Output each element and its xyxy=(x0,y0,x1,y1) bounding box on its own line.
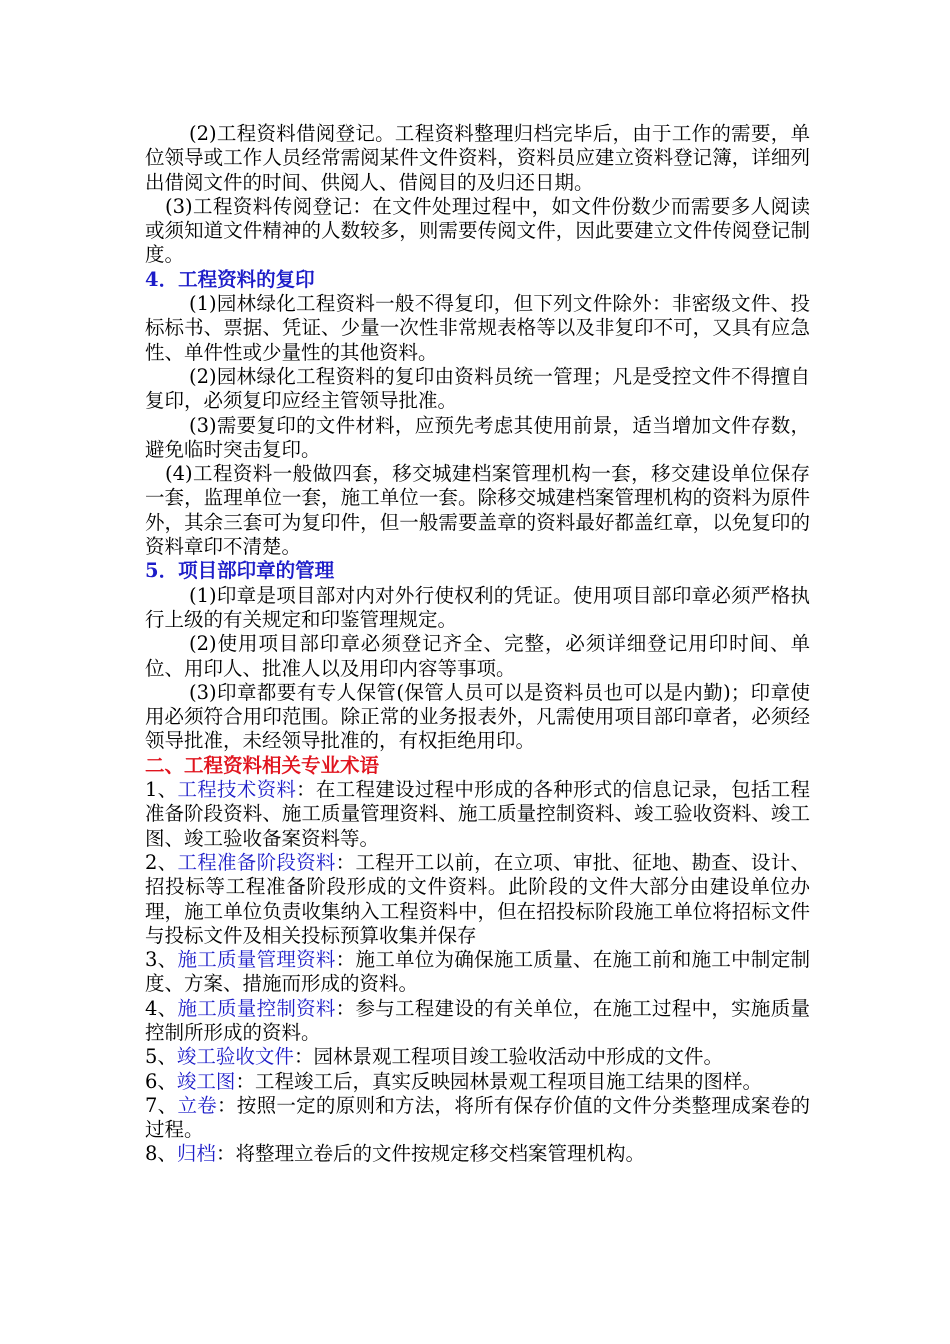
term-name: 立卷 xyxy=(177,1093,218,1117)
section-heading: 4．工程资料的复印 xyxy=(145,267,315,291)
paragraph: (2)工程资料借阅登记。工程资料整理归档完毕后，由于工作的需要，单位领导或工作人员经常需阅某件文件资料，资料员应建立资料登记簿，详细列出借阅文件的时间、供阅人、借阅目的及归还日期。 xyxy=(145,122,810,194)
term-number: 6、 xyxy=(145,1069,177,1093)
paragraph: (1)园林绿化工程资料一般不得复印，但下列文件除外：非密级文件、投标标书、票据、凭证、少量一次性非常规表格等以及非复印不可，又具有应急性、单件性或少量性的其他资料。 xyxy=(145,292,810,364)
paragraph: (3)印章都要有专人保管(保管人员可以是资料员也可以是内勤)；印章使用必须符合用印范围。除正常的业务报表外，凡需使用项目部印章者，必须经领导批准，未经领导批准的，有权拒绝用印。 xyxy=(145,680,810,753)
term-definition xyxy=(145,1094,810,1143)
term-definition xyxy=(145,997,810,1046)
term-name: 竣工验收文件 xyxy=(176,1045,294,1069)
document-body xyxy=(145,122,810,1167)
term-text: ：参与工程建设的有关单位，在施工过程中，实施质量控制所形成的资料。 xyxy=(145,996,810,1044)
term-definition xyxy=(145,1045,810,1069)
term-name: 施工质量管理资料 xyxy=(177,948,336,972)
term-number: 3、 xyxy=(145,948,178,972)
term-text: ：工程竣工后，真实反映园林景观工程项目施工结果的图样。 xyxy=(235,1069,762,1093)
term-name: 竣工图 xyxy=(176,1069,236,1093)
paragraph: (2)园林绿化工程资料的复印由资料员统一管理；凡是受控文件不得擅自复印，必须复印应经主管领导批准。 xyxy=(145,364,810,413)
term-text: ：在工程建设过程中形成的各种形式的信息记录，包括工程准备阶段资料、施工质量管理资料、施工质量控制资料、竣工验收资料、竣工图、竣工验收备案资料等。 xyxy=(145,778,810,850)
term-name: 工程准备阶段资料 xyxy=(177,850,336,874)
term-number: 4、 xyxy=(145,996,178,1020)
term-number: 2、 xyxy=(145,850,178,874)
term-name: 工程技术资料 xyxy=(177,778,297,802)
term-text: ：施工单位为确保施工质量、在施工前和施工中制定制度、方案、措施而形成的资料。 xyxy=(145,948,810,996)
term-text: ：按照一定的原则和方法，将所有保存价值的文件分类整理成案卷的过程。 xyxy=(145,1093,810,1142)
paragraph: (2)使用项目部印章必须登记齐全、完整，必须详细登记用印时间、单位、用印人、批准人以及用印内容等事项。 xyxy=(145,632,810,680)
paragraph: (1)印章是项目部对内对外行使权利的凭证。使用项目部印章必须严格执行上级的有关规定和印鉴管理规定。 xyxy=(145,583,810,631)
term-definition xyxy=(145,778,810,851)
term-name: 施工质量控制资料 xyxy=(177,996,336,1020)
paragraph: (3)工程资料传阅登记：在文件处理过程中，如文件份数少而需要多人阅读或须知道文件精神的人数较多，则需要传阅文件，因此要建立文件传阅登记制度。 xyxy=(145,194,810,267)
term-number: 5、 xyxy=(145,1045,177,1069)
term-name: 归档 xyxy=(176,1142,216,1166)
paragraph: (3)需要复印的文件材料，应预先考虑其使用前景，适当增加文件存数，避免临时突击复印。 xyxy=(145,413,810,461)
paragraph: (4)工程资料一般做四套，移交城建档案管理机构一套，移交建设单位保存一套，监理单位一套，施工单位一套。除移交城建档案管理机构的资料为原件外，其余三套可为复印件，但一般需要盖章的资料最好都盖红章，以免复印的资料章印不清楚。 xyxy=(145,462,810,559)
term-number: 8、 xyxy=(145,1142,177,1166)
term-text: ：将整理立卷后的文件按规定移交档案管理机构。 xyxy=(215,1142,645,1166)
chapter-heading: 二、工程资料相关专业术语 xyxy=(145,753,380,777)
term-text: ：园林景观工程项目竣工验收活动中形成的文件。 xyxy=(293,1045,723,1069)
term-definition xyxy=(145,1142,810,1166)
term-definition xyxy=(145,948,810,997)
term-text: ：工程开工以前，在立项、审批、征地、勘查、设计、招投标等工程准备阶段形成的文件资料。此阶段的文件大部分由建设单位办理，施工单位负责收集纳入工程资料中，但在招投标阶段施工单位将招标文件与投标文件及相关投标预算收集并保存 xyxy=(145,850,810,947)
term-number: 1、 xyxy=(145,778,178,802)
term-number: 7、 xyxy=(145,1093,178,1117)
term-definition xyxy=(145,1070,810,1094)
term-definition xyxy=(145,851,810,948)
section-heading: 5．项目部印章的管理 xyxy=(145,559,335,583)
